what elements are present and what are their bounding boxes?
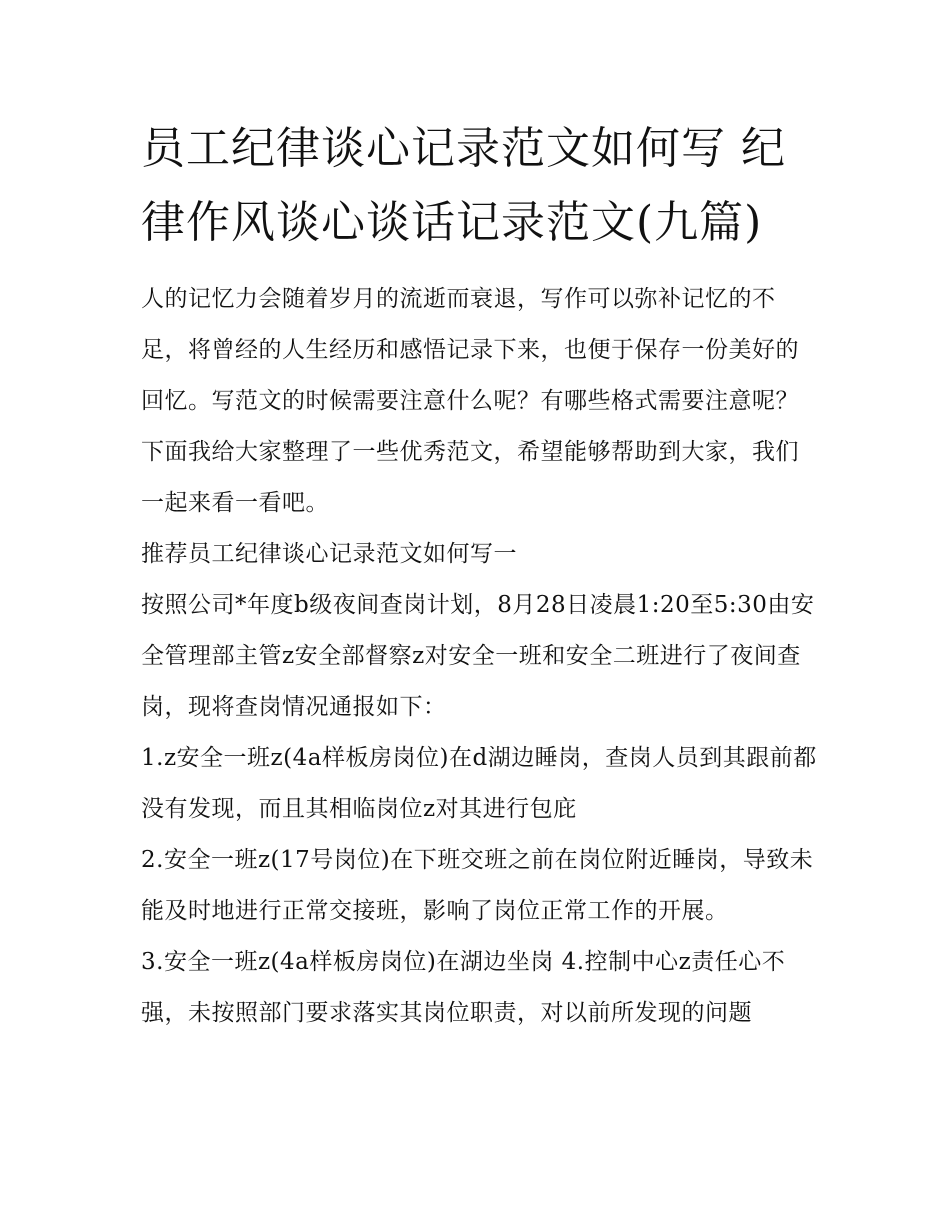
- intro-paragraph: 人的记忆力会随着岁月的流逝而衰退，写作可以弥补记忆的不足，将曾经的人生经历和感悟记录下来，也便于保存一份美好的回忆。写范文的时候需要注意什么呢？有哪些格式需要注意呢？下面我给大家整理了一些优秀范文，希望能够帮助到大家，我们一起来看一看吧。: [141, 286, 799, 516]
- list-item-3: 3.安全一班z(4a样板房岗位)在湖边坐岗 4.控制中心z责任心不强，未按照部门要求落实其岗位职责，对以前所发现的问题: [141, 949, 786, 1026]
- section-heading: 推荐员工纪律谈心记录范文如何写一: [141, 541, 517, 567]
- document-page: [141, 112, 821, 1039]
- list-item-2: 2.安全一班z(17号岗位)在下班交班之前在岗位附近睡岗，导致未能及时地进行正常交接班，影响了岗位正常工作的开展。: [141, 847, 814, 924]
- inspection-paragraph: 按照公司*年度b级夜间查岗计划，8月28日凌晨1:20至5:30由安全管理部主管z安全部督察z对安全一班和安全二班进行了夜间查岗，现将查岗情况通报如下：: [141, 592, 815, 720]
- document-title: 员工纪律谈心记录范文如何写 纪律作风谈心谈话记录范文(九篇): [141, 123, 786, 248]
- list-item-1: 1.z安全一班z(4a样板房岗位)在d湖边睡岗，查岗人员到其跟前都没有发现，而且其相临岗位z对其进行包庇: [141, 745, 817, 822]
